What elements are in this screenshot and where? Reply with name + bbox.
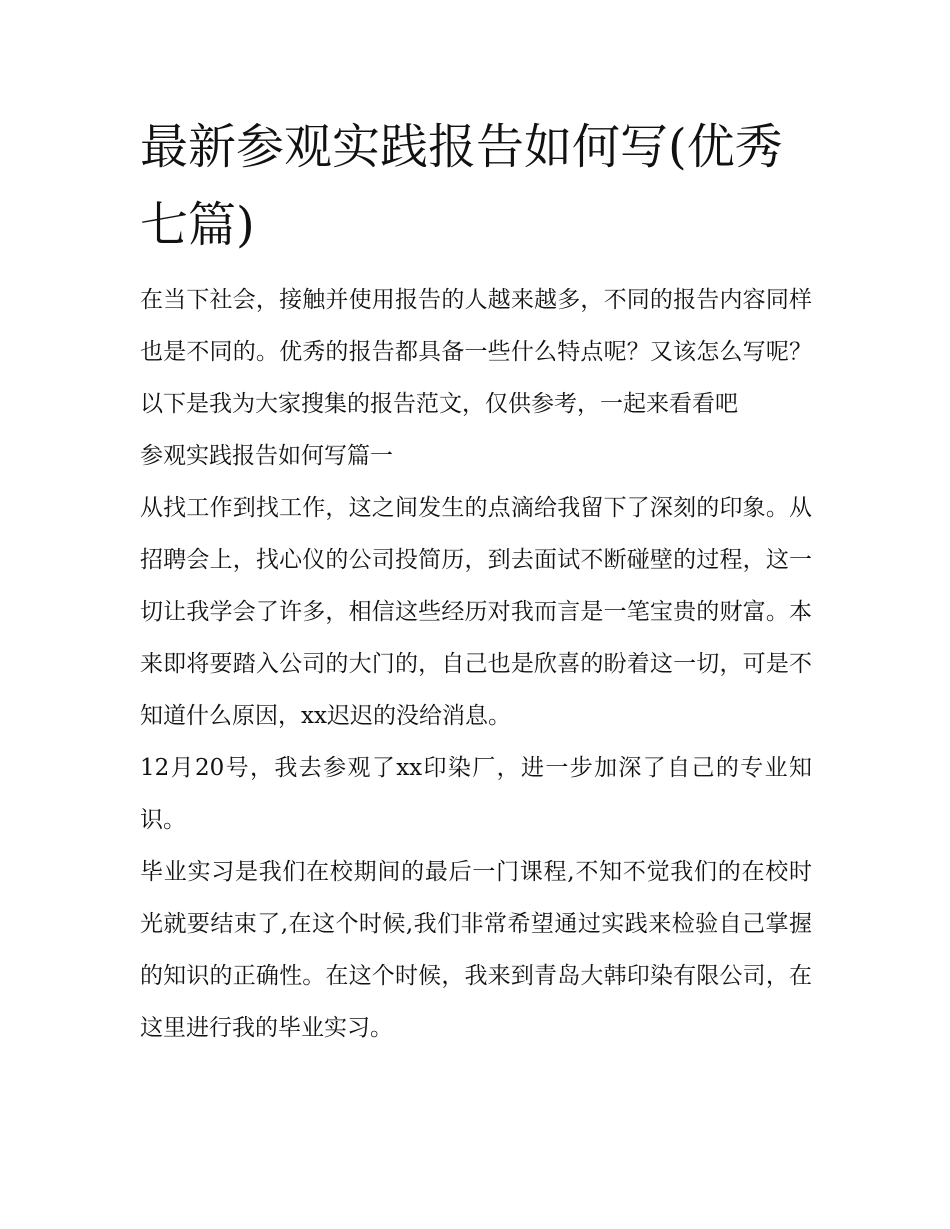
body-paragraph: 12月20号，我去参观了xx印染厂，进一步加深了自己的专业知识。 xyxy=(140,755,812,833)
body-paragraph: 毕业实习是我们在校期间的最后一门课程,不知不觉我们的在校时光就要结束了,在这个时候,我们非常希望通过实践来检验自己掌握的知识的正确性。在这个时候，我来到青岛大韩印染有限公司，在这里进行我的毕业实习。 xyxy=(140,859,812,1041)
document-page xyxy=(140,108,812,1054)
document-title: 最新参观实践报告如何写(优秀七篇) xyxy=(140,119,783,253)
intro-paragraph: 在当下社会，接触并使用报告的人越来越多，不同的报告内容同样也是不同的。优秀的报告都具备一些什么特点呢？又该怎么写呢？以下是我为大家搜集的报告范文，仅供参考，一起来看看吧 xyxy=(140,287,812,417)
section-heading: 参观实践报告如何写篇一 xyxy=(140,443,393,469)
body-paragraph: 从找工作到找工作，这之间发生的点滴给我留下了深刻的印象。从招聘会上，找心仪的公司投简历，到去面试不断碰壁的过程，这一切让我学会了许多，相信这些经历对我而言是一笔宝贵的财富。本来即将要踏入公司的大门的，自己也是欣喜的盼着这一切，可是不知道什么原因，xx迟迟的没给消息。 xyxy=(140,495,812,729)
